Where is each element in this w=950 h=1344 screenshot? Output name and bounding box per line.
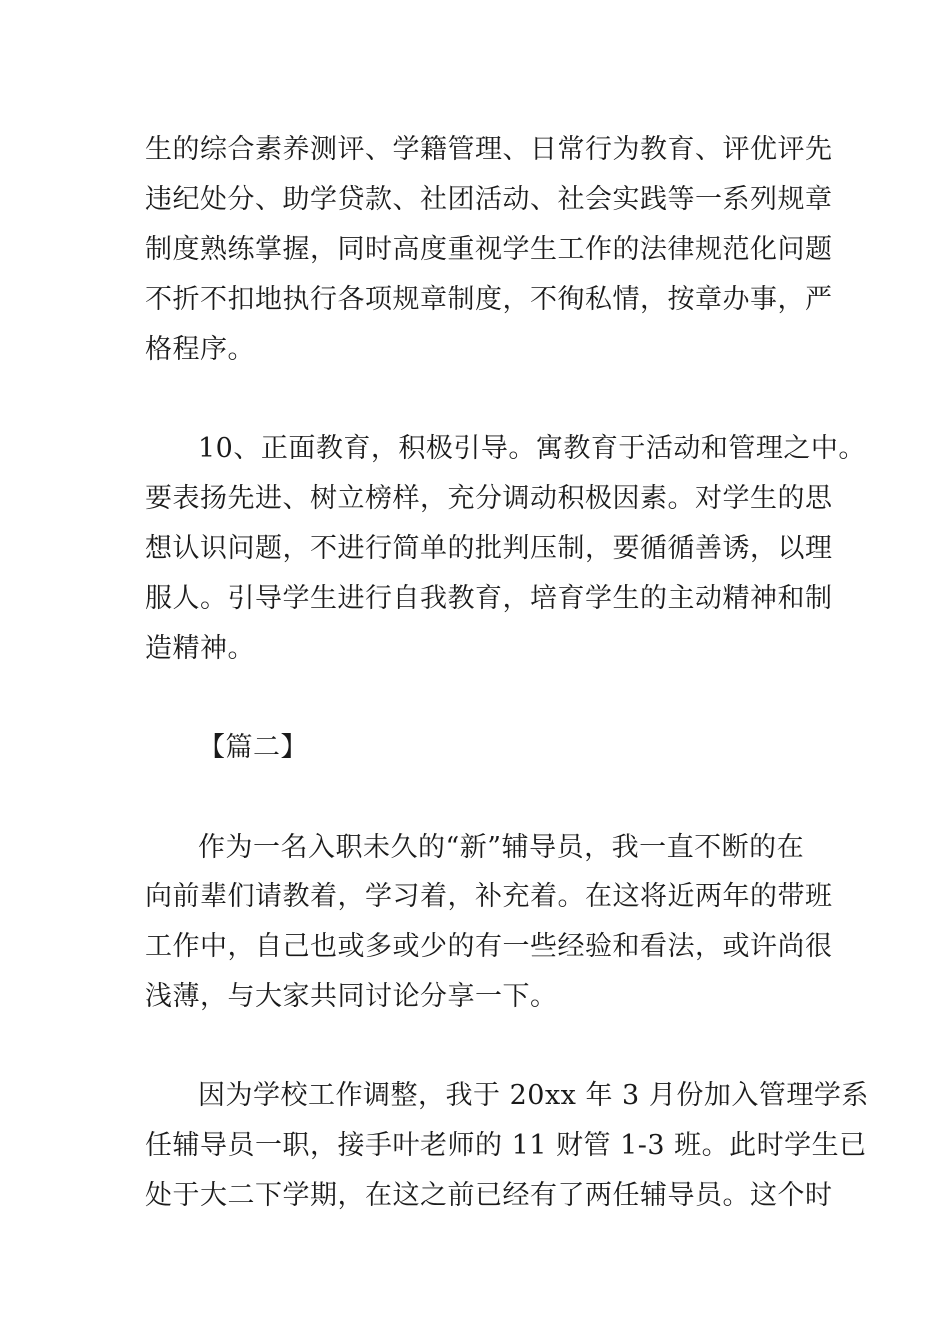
text-line: 制度熟练掌握，同时高度重视学生工作的法律规范化问题	[145, 234, 833, 265]
text-line: 处于大二下学期，在这之前已经有了两任辅导员。这个时	[145, 1180, 833, 1211]
text-line: 因为学校工作调整，我于 20xx 年 3 月份加入管理学系	[198, 1080, 869, 1111]
text-line: 想认识问题，不进行简单的批判压制，要循循善诱，以理	[145, 533, 833, 564]
text-line: 工作中，自己也或多或少的有一些经验和看法，或许尚很	[145, 931, 833, 962]
text-line: 不折不扣地执行各项规章制度，不徇私情，按章办事，严	[145, 284, 833, 315]
text-line: 10、正面教育，积极引导。寓教育于活动和管理之中。	[198, 433, 866, 464]
text-line: 向前辈们请教着，学习着，补充着。在这将近两年的带班	[145, 881, 833, 912]
section-heading: 【篇二】	[198, 732, 308, 763]
text-line: 格程序。	[145, 334, 255, 365]
text-line: 生的综合素养测评、学籍管理、日常行为教育、评优评先	[145, 134, 833, 165]
text-line: 任辅导员一职，接手叶老师的 11 财管 1-3 班。此时学生已	[145, 1130, 867, 1161]
text-line: 服人。引导学生进行自我教育，培育学生的主动精神和制	[145, 583, 833, 614]
text-line: 要表扬先进、树立榜样，充分调动积极因素。对学生的思	[145, 483, 833, 514]
text-line: 浅薄，与大家共同讨论分享一下。	[145, 981, 558, 1012]
text-line: 作为一名入职未久的“新”辅导员，我一直不断的在	[198, 832, 805, 863]
text-line: 违纪处分、助学贷款、社团活动、社会实践等一系列规章	[145, 184, 833, 215]
text-line: 造精神。	[145, 633, 255, 664]
